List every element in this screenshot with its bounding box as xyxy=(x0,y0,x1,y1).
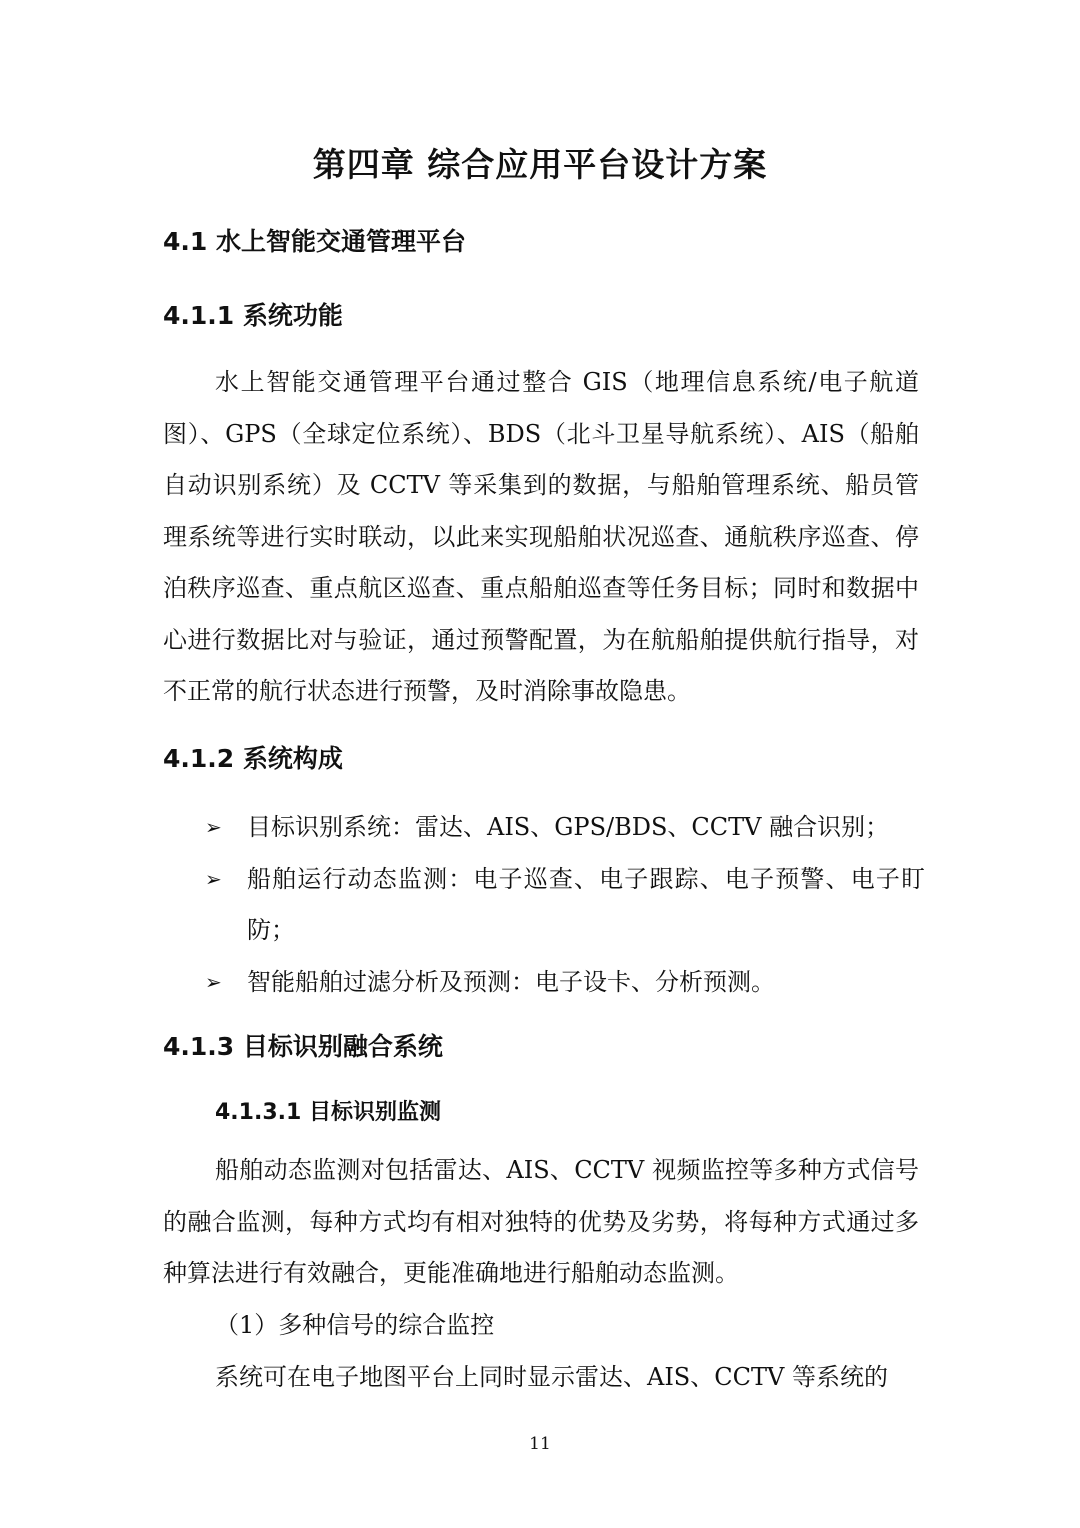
arrow-bullet-icon: ➢ xyxy=(205,866,222,891)
target-monitoring-paragraph: 船舶动态监测对包括雷达、AIS、CCTV 视频监控等多种方式信号的融合监测，每种方式均有相对独特的优势及劣势，将每种方式通过多种算法进行有效融合，更能准确地进行船舶动态监测。 xyxy=(163,1156,919,1287)
list-item-text: 目标识别系统：雷达、AIS、GPS/BDS、CCTV 融合识别； xyxy=(247,813,890,841)
section-4-1-3-heading: 4.1.3 目标识别融合系统 xyxy=(163,1032,443,1061)
section-4-1-2-heading: 4.1.2 系统构成 xyxy=(163,744,343,773)
list-item-text: 智能船舶过滤分析及预测：电子设卡、分析预测。 xyxy=(247,967,775,996)
section-4-1-3-1-heading: 4.1.3.1 目标识别监测 xyxy=(215,1100,441,1125)
system-function-paragraph: 水上智能交通管理平台通过整合 GIS（地理信息系统/电子航道图）、GPS（全球定位系统）、BDS（北斗卫星导航系统）、AIS（船舶自动识别系统）及 CCTV 等采集到的数据，与船舶管理系统、船员管理系统等进行实时联动，以此来实现船舶状况巡查、通航秩序巡查、停泊秩序巡查、重点航区巡查、重点船舶巡查等任务目标；同时和数据中心进行数据比对与验证，通过预警配置，为在航船舶提供航行指导，对不正常的航行状态进行预警，及时消除事故隐患。 xyxy=(163,368,919,705)
list-item xyxy=(205,802,925,854)
chapter-title: 第四章 综合应用平台设计方案 xyxy=(312,145,768,184)
list-item xyxy=(205,854,925,957)
list-item-text: 船舶运行动态监测：电子巡查、电子跟踪、电子预警、电子盯防； xyxy=(247,864,925,944)
list-item xyxy=(205,957,925,1009)
section-4-1-heading: 4.1 水上智能交通管理平台 xyxy=(163,227,466,256)
continuation-line: 系统可在电子地图平台上同时显示雷达、AIS、CCTV 等系统的 xyxy=(215,1363,888,1391)
section-4-1-1-heading: 4.1.1 系统功能 xyxy=(163,301,343,330)
arrow-bullet-icon: ➢ xyxy=(205,815,222,839)
arrow-bullet-icon: ➢ xyxy=(205,969,222,994)
system-composition-list xyxy=(205,802,925,1008)
subitem-1-title: （1）多种信号的综合监控 xyxy=(215,1311,495,1339)
page-number: 11 xyxy=(529,1434,551,1454)
